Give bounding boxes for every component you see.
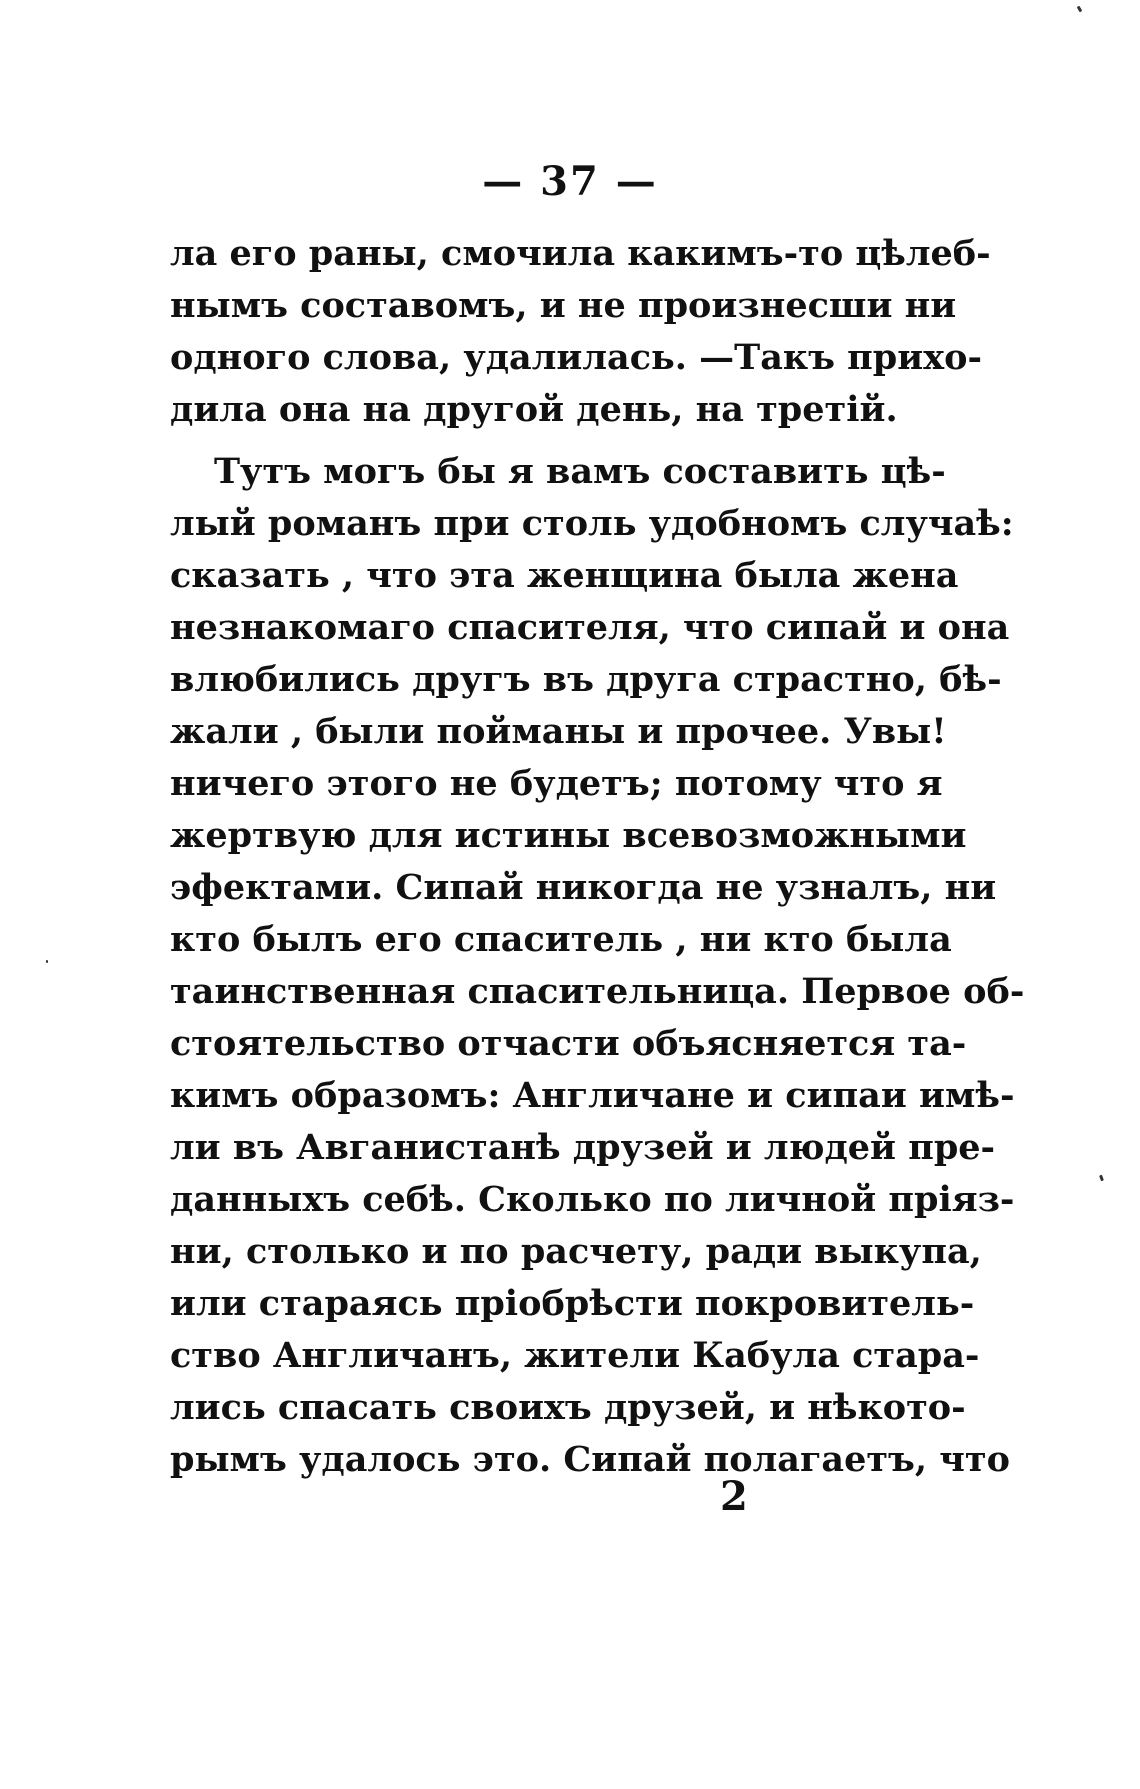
text-line: или стараясь пріобрѣсти покровитель-	[170, 1283, 975, 1324]
text-line: дила она на другой день, на третій.	[170, 389, 898, 430]
scan-speck	[1077, 6, 1083, 13]
text-line: ство Англичанъ, жители Кабула стара-	[170, 1335, 980, 1376]
text-line: таинственная спасительница. Первое об-	[170, 971, 1025, 1012]
text-line: данныхъ себѣ. Сколько по личной пріяз-	[170, 1179, 1015, 1220]
text-line: жертвую для истины всевозможными	[170, 815, 967, 856]
body-text	[170, 228, 1025, 1486]
scan-speck	[46, 960, 48, 963]
text-line: ничего этого не будетъ; потому что я	[170, 763, 943, 804]
text-line: стоятельство отчасти объясняется та-	[170, 1023, 967, 1064]
signature-mark: 2	[720, 1473, 748, 1520]
text-line: ни, столько и по расчету, ради выкупа,	[170, 1231, 982, 1272]
text-line: жали , были пойманы и прочее. Увы!	[170, 711, 947, 752]
text-line: ла его раны, смочила какимъ-то цѣлеб-	[170, 233, 991, 274]
scan-speck	[1099, 1175, 1104, 1182]
text-line: лый романъ при столь удобномъ случаѣ:	[170, 503, 1014, 544]
text-line: эфектами. Сипай никогда не узналъ, ни	[170, 867, 997, 908]
text-line: кто былъ его спаситель , ни кто была	[170, 919, 952, 960]
text-line: нымъ составомъ, и не произнесши ни	[170, 285, 957, 326]
text-line: лись спасать своихъ друзей, и нѣкото-	[170, 1387, 966, 1428]
text-line: влюбились другъ въ друга страстно, бѣ-	[170, 659, 1002, 700]
text-line: одного слова, удалилась. —Такъ прихо-	[170, 337, 982, 378]
paragraph-gap	[170, 436, 932, 446]
page-number: — 37 —	[482, 158, 658, 205]
text-line: рымъ удалось это. Сипай полагаетъ, что	[170, 1439, 1010, 1480]
text-line: кимъ образомъ: Англичане и сипаи имѣ-	[170, 1075, 1015, 1116]
text-line: сказать , что эта женщина была жена	[170, 555, 959, 596]
text-line: незнакомаго спасителя, что сипай и она	[170, 607, 1010, 648]
text-line: Тутъ могъ бы я вамъ составить цѣ-	[214, 451, 946, 492]
text-line: ли въ Авганистанѣ друзей и людей пре-	[170, 1127, 996, 1168]
